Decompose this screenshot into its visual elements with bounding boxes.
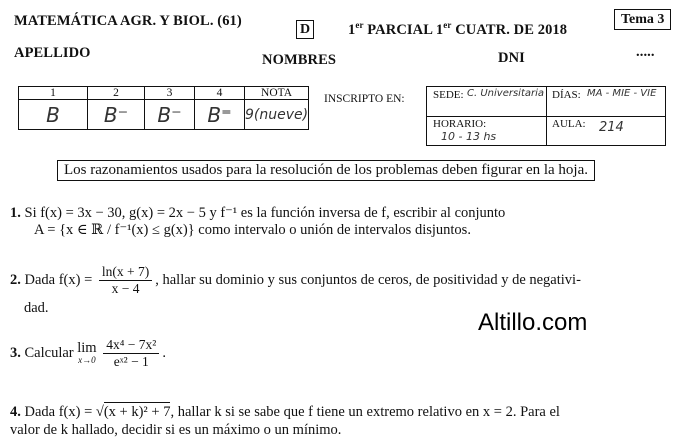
dni-label: DNI: [498, 50, 525, 66]
ordinal-1-suffix: er: [355, 20, 364, 30]
problem-2-number: 2.: [10, 271, 21, 288]
dots: .....: [636, 44, 655, 60]
exam-type: PARCIAL: [367, 21, 433, 38]
sede-label: SEDE:: [433, 89, 464, 101]
grades-table: [18, 86, 309, 130]
problem-2: [10, 264, 581, 297]
ordinal-2-suffix: er: [443, 20, 452, 30]
grade-header-nota: NOTA: [245, 87, 309, 100]
dias-label: DÍAS:: [552, 89, 581, 101]
problem-2-lead: Dada f(x) =: [24, 271, 93, 288]
grade-header-2: 2: [88, 87, 145, 100]
problem-3-end: .: [162, 344, 166, 361]
course-title: MATEMÁTICA AGR. Y BIOL. (61): [14, 13, 242, 29]
grade-value-nota: 9(nueve): [245, 100, 309, 130]
grade-header-3: 3: [145, 87, 195, 100]
problem-1-line-1: Si f(x) = 3x − 30, g(x) = 2x − 5 y f⁻¹ es la función inversa de f, escribir al conjunto: [24, 205, 506, 221]
problem-3: [10, 337, 166, 370]
problem-3-lim: lim: [77, 339, 97, 356]
problem-4: [10, 404, 560, 421]
problem-4-number: 4.: [10, 404, 21, 420]
problem-3-number: 3.: [10, 344, 21, 361]
problem-3-numerator: 4x⁴ − 7x²: [103, 337, 159, 354]
problem-4-text: , hallar k si se sabe que f tiene un extremo relativo en x = 2. Para el: [170, 404, 560, 420]
problem-2-denominator: x − 4: [111, 281, 140, 296]
watermark: Altillo.com: [478, 309, 588, 336]
problem-2-text: , hallar su dominio y sus conjuntos de ceros, de positividad y de negativi-: [155, 271, 581, 288]
apellido-label: APELLIDO: [14, 45, 91, 61]
problem-4-line-2: valor de k hallado, decidir si es un máximo o un mínimo.: [10, 422, 342, 438]
inscripto-label: INSCRIPTO EN:: [324, 93, 405, 105]
ordinal-2: 1: [435, 21, 444, 38]
sede-divider-h: [427, 116, 665, 117]
problem-3-lim-sub: x→0: [78, 354, 96, 365]
problem-1-number: 1.: [10, 205, 21, 221]
dias-value: MA - MIE - VIE: [587, 88, 657, 99]
tema-box: Tema 3: [614, 9, 671, 30]
sede-box: [426, 86, 666, 146]
ordinal-1: 1: [348, 21, 356, 38]
horario-value: 10 - 13 hs: [441, 130, 497, 143]
problem-3-denominator: eˣ² − 1: [113, 354, 149, 369]
exam-title: [348, 20, 567, 39]
exam-letter-box: D: [296, 20, 314, 39]
problem-2-line-2: dad.: [24, 300, 49, 316]
grade-value-2: B⁻: [88, 100, 145, 130]
problem-1-line-2: A = {x ∈ ℝ / f⁻¹(x) ≤ g(x)} como intervalo o unión de intervalos disjuntos.: [34, 222, 471, 238]
aula-label: AULA:: [552, 118, 586, 130]
grade-value-4: B⁼: [195, 100, 245, 130]
problem-3-fraction: [103, 337, 159, 370]
grade-header-1: 1: [19, 87, 88, 100]
problem-1: [10, 205, 505, 222]
grade-value-1: B: [19, 100, 88, 130]
problem-3-lead: Calcular: [24, 344, 74, 361]
problem-2-fraction: [99, 264, 152, 297]
problem-2-numerator: ln(x + 7): [99, 264, 152, 281]
grade-value-3: B⁻: [145, 100, 195, 130]
problem-4-radicand: (x + k)² + 7: [103, 404, 171, 420]
grade-header-4: 4: [195, 87, 245, 100]
instructions-notice: Los razonamientos usados para la resolución de los problemas deben figurar en la hoja.: [57, 160, 595, 181]
aula-value: 214: [599, 120, 624, 135]
horario-label: HORARIO:: [433, 118, 487, 130]
problem-4-lead: Dada f(x) = √: [24, 404, 104, 420]
problem-3-limit: [77, 339, 97, 366]
sede-value: C. Universitaria: [467, 88, 545, 99]
cuatrimestre: CUATR. DE 2018: [455, 21, 568, 38]
nombres-label: NOMBRES: [262, 52, 337, 68]
